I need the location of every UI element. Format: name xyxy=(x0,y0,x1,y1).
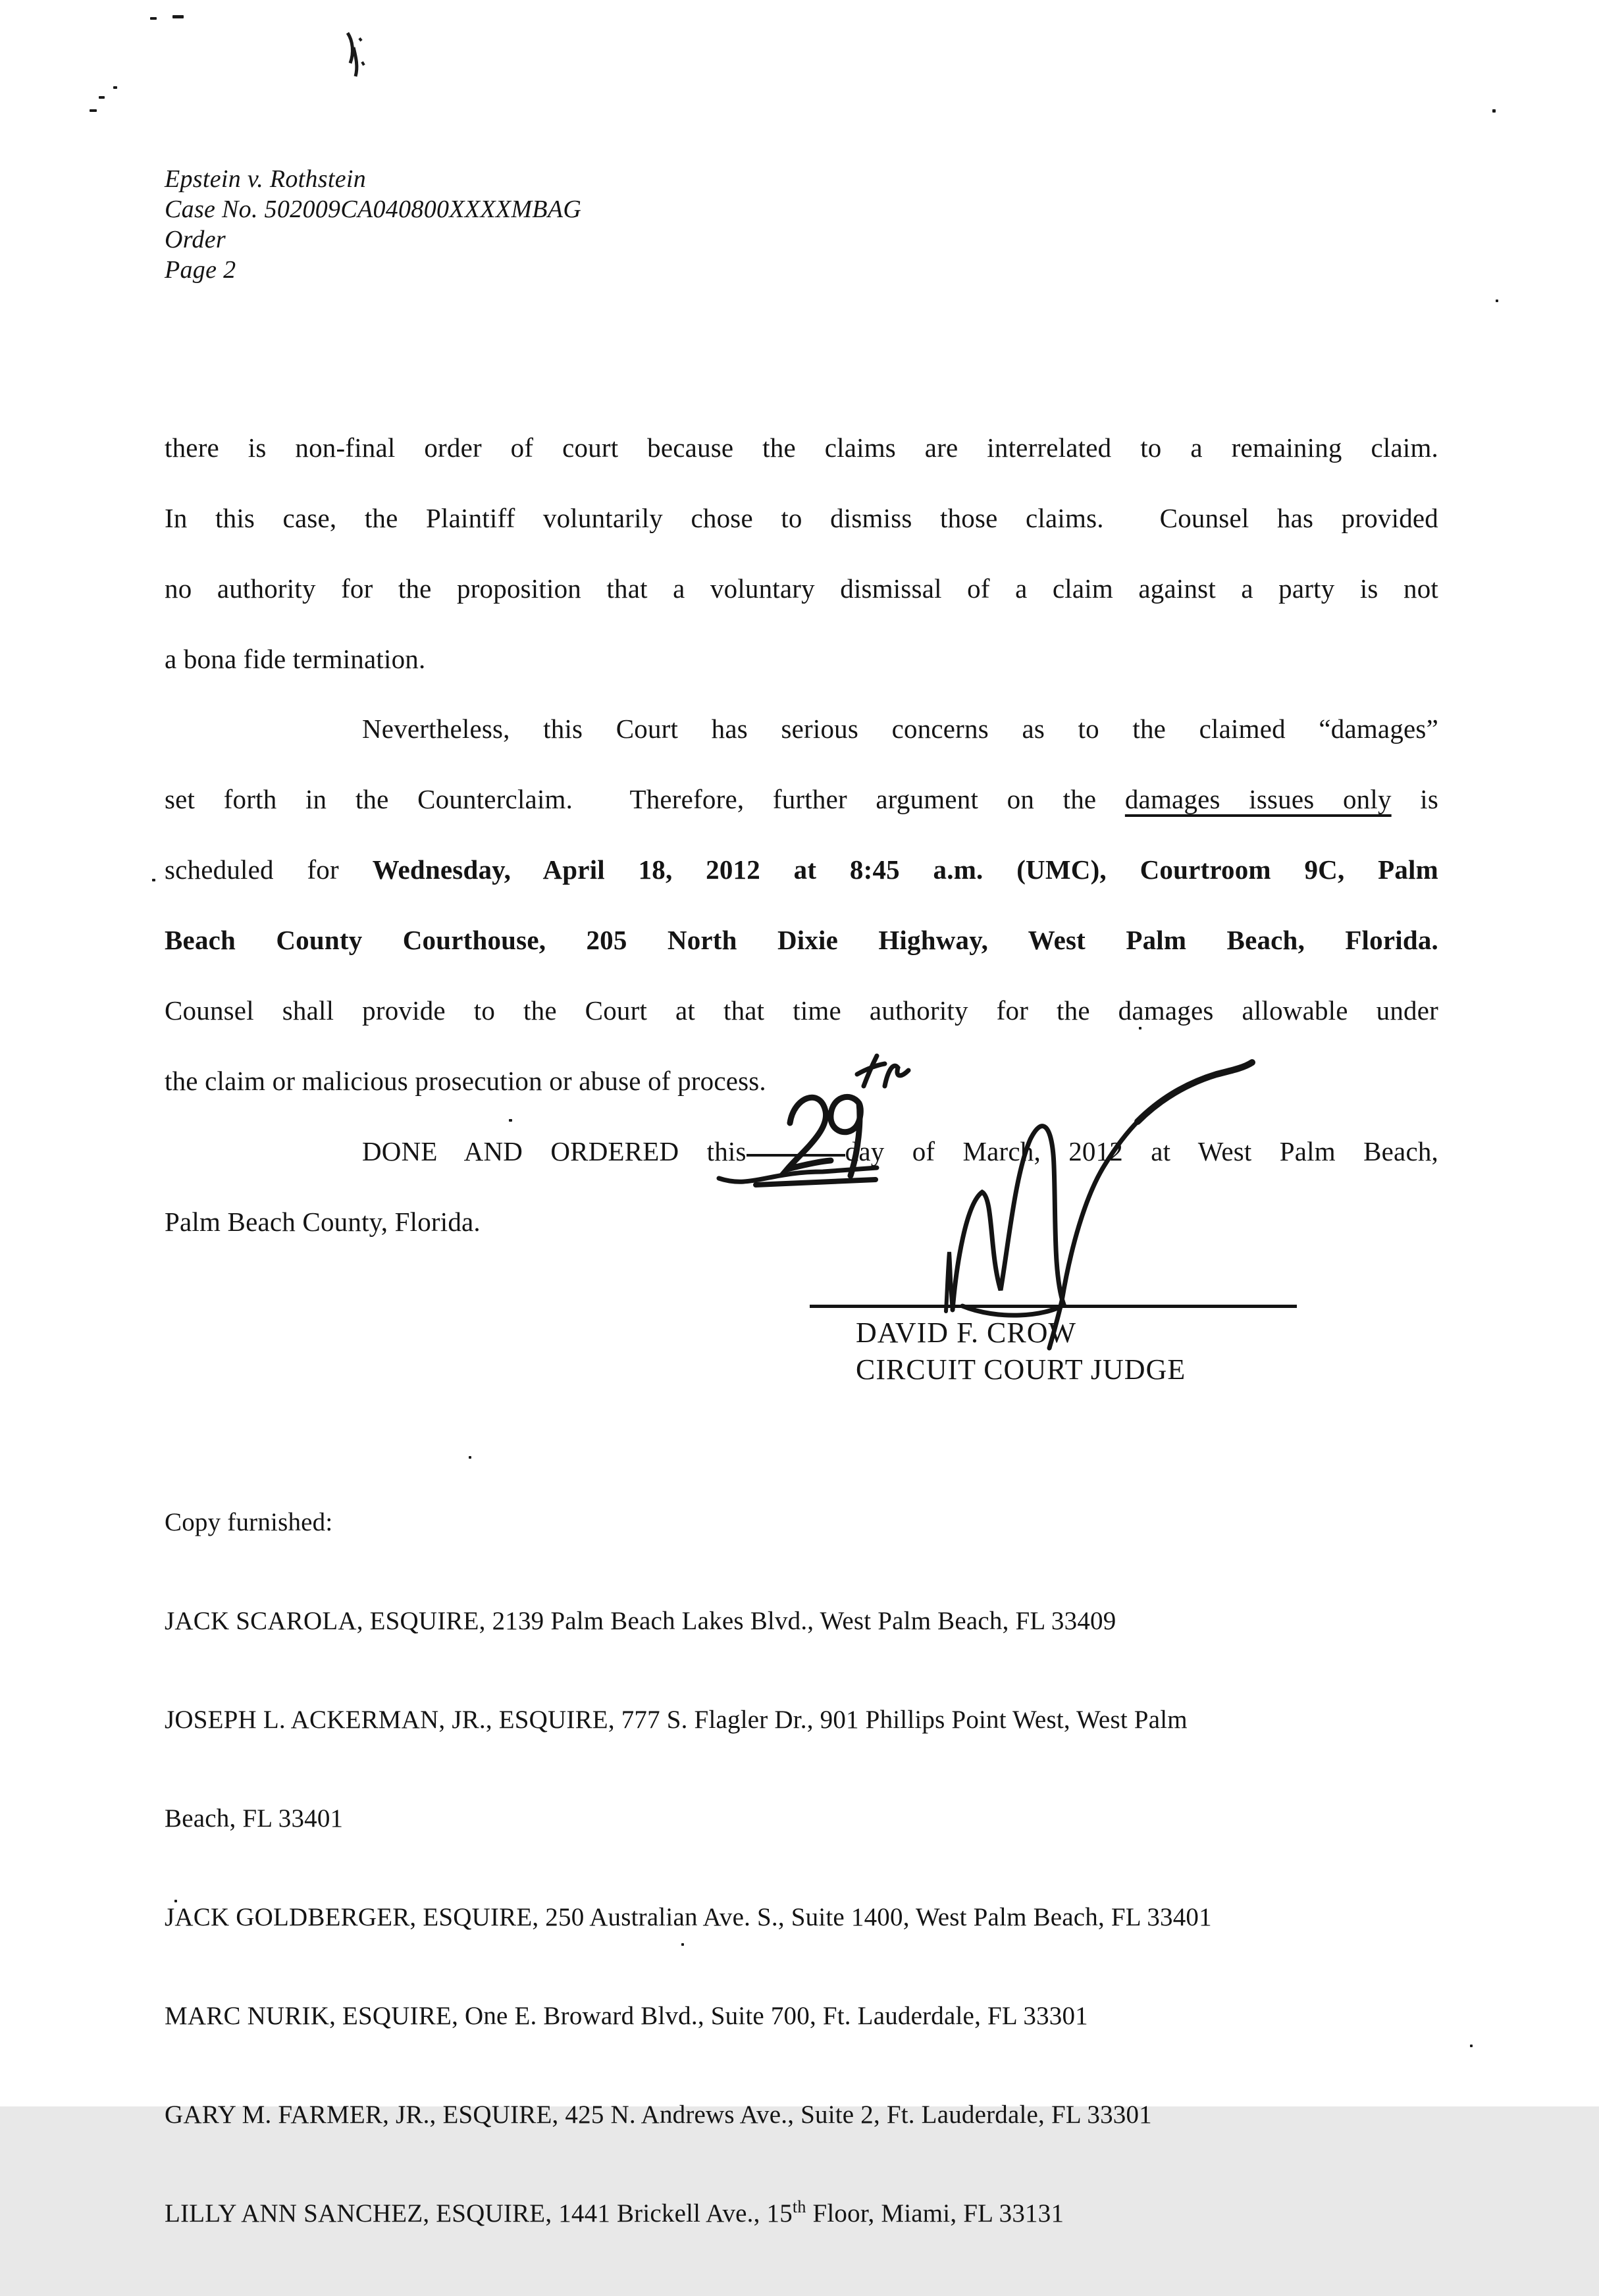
handwritten-day-blank xyxy=(747,1154,845,1157)
case-caption: Epstein v. Rothstein xyxy=(165,165,367,193)
recipient-line: JACK GOLDBERGER, ESQUIRE, 250 Australian Ave. S., Suite 1400, West Palm Beach, FL 33401 xyxy=(165,1903,1212,1931)
line-segment: Floor, Miami, FL 33131 xyxy=(806,2199,1064,2228)
signature-line-rule xyxy=(810,1305,1297,1308)
scan-speck xyxy=(1492,109,1496,113)
closing-line-block xyxy=(165,1187,1438,1257)
document-type: Order xyxy=(165,226,226,253)
document-line: Nevertheless, this Court has serious concerns as to the claimed “damages” xyxy=(362,714,1438,744)
recipient-line: JOSEPH L. ACKERMAN, JR., ESQUIRE, 777 S. Flagler Dr., 901 Phillips Point West, West Palm xyxy=(165,1706,1188,1734)
scan-speck xyxy=(1470,2045,1473,2047)
document-line: a bona fide termination. xyxy=(165,644,426,674)
scan-speck xyxy=(150,17,157,20)
copy-furnished-label: Copy furnished: xyxy=(165,1508,333,1536)
scan-speck xyxy=(99,96,105,99)
document-line: Counsel shall provide to the Court at that time authority for the damages allowable under xyxy=(165,995,1438,1026)
recipient-line: MARC NURIK, ESQUIRE, One E. Broward Blvd., Suite 700, Ft. Lauderdale, FL 33301 xyxy=(165,2002,1088,2030)
scan-speck xyxy=(1496,300,1498,302)
line-segment: scheduled for xyxy=(165,854,373,885)
scan-speck xyxy=(681,1943,684,1946)
recipient-line: GARY M. FARMER, JR., ESQUIRE, 425 N. Andrews Ave., Suite 2, Ft. Lauderdale, FL 33301 xyxy=(165,2100,1152,2129)
paragraph-2 xyxy=(165,694,1438,1116)
recipient-line: Beach, FL 33401 xyxy=(165,1804,344,1833)
bold-hearing-details: Wednesday, April 18, 2012 at 8:45 a.m. (UMC), Courtroom 9C, Palm xyxy=(372,854,1439,885)
scan-speck xyxy=(509,1119,512,1122)
judge-name: DAVID F. CROW xyxy=(856,1317,1077,1349)
line-segment: LILLY ANN SANCHEZ, ESQUIRE, 1441 Brickell Ave., 15 xyxy=(165,2199,793,2228)
line-segment: DONE AND ORDERED this xyxy=(362,1136,747,1166)
case-header xyxy=(165,164,581,285)
line-segment: set forth in the Counterclaim. Therefore, further argument on the xyxy=(165,784,1125,814)
scan-artifact xyxy=(348,33,364,76)
document-line: no authority for the proposition that a voluntary dismissal of a claim against a party is not xyxy=(165,573,1438,604)
page-number-label: Page 2 xyxy=(165,256,236,284)
document-line xyxy=(165,835,1438,905)
recipient-line: JACK SCAROLA, ESQUIRE, 2139 Palm Beach Lakes Blvd., West Palm Beach, FL 33409 xyxy=(165,1607,1116,1635)
line-segment: day of March, 2012 at West Palm Beach, xyxy=(845,1136,1438,1166)
recipient-line xyxy=(165,2197,1481,2230)
judge-title: CIRCUIT COURT JUDGE xyxy=(856,1353,1186,1386)
signature-stroke xyxy=(946,1252,953,1311)
scan-speck xyxy=(469,1456,471,1459)
scan-speck xyxy=(1139,1027,1141,1030)
document-line xyxy=(165,1116,1438,1187)
copy-furnished-block xyxy=(165,1440,1481,2296)
document-line: In this case, the Plaintiff voluntarily chose to dismiss those claims. Counsel has provided xyxy=(165,503,1438,533)
line-segment: is xyxy=(1391,784,1438,814)
document-line: Palm Beach County, Florida. xyxy=(165,1207,481,1237)
document-line: there is non-final order of court because the claims are interrelated to a remaining claim. xyxy=(165,432,1438,463)
order-execution-line xyxy=(165,1116,1438,1187)
scan-speck xyxy=(152,879,155,881)
underlined-phrase: damages issues only xyxy=(1124,784,1392,814)
document-line xyxy=(165,764,1438,835)
bold-hearing-details: Beach County Courthouse, 205 North Dixie Highway, West Palm Beach, Florida. xyxy=(165,925,1438,955)
document-line: the claim or malicious prosecution or abuse of process. xyxy=(165,1066,766,1096)
scan-speck xyxy=(113,86,117,89)
scan-speck xyxy=(90,109,97,112)
case-number: Case No. 502009CA040800XXXXMBAG xyxy=(165,196,582,223)
scan-speck xyxy=(174,1900,177,1902)
paragraph-1 xyxy=(165,413,1438,694)
ordinal-superscript: th xyxy=(792,2197,806,2216)
scan-speck xyxy=(172,15,184,18)
